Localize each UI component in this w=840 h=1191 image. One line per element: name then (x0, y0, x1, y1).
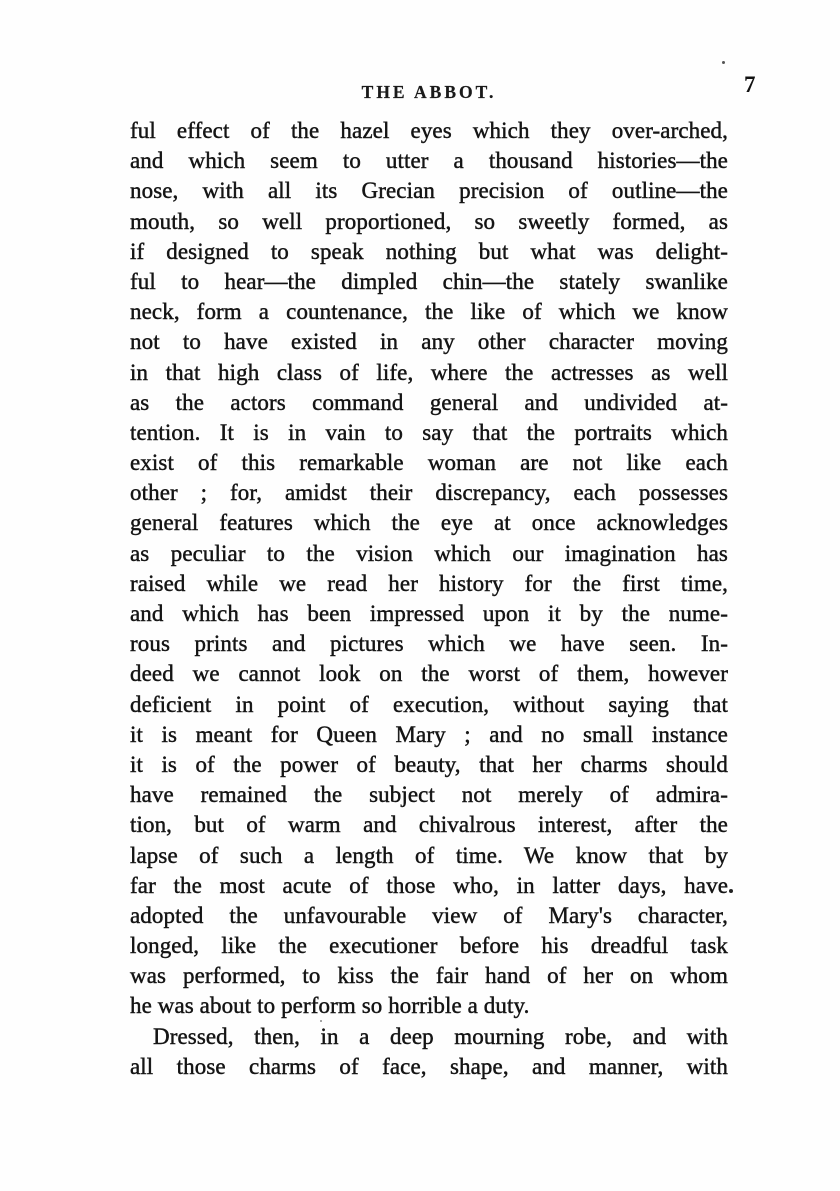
text-line: have remained the subject not merely of admira- (130, 782, 728, 808)
scan-speck (320, 1020, 322, 1022)
text-line: and which seem to utter a thousand histories—the (130, 148, 728, 174)
text-line: ful to hear—the dimpled chin—the stately swanlike (130, 268, 728, 294)
text-line: as the actors command general and undivided at- (130, 389, 728, 415)
text-line: it is meant for Queen Mary ; and no small instance (130, 721, 728, 747)
text-line: was performed, to kiss the fair hand of her on whom (130, 963, 728, 989)
text-line: longed, like the executioner before his dreadful task (130, 933, 728, 959)
text-line: all those charms of face, shape, and manner, with (130, 1053, 728, 1079)
text-line: tion, but of warm and chivalrous interest, after the (130, 812, 728, 838)
body-text (130, 116, 728, 1082)
text-line: adopted the unfavourable view of Mary's character, (130, 902, 728, 928)
running-head: THE ABBOT. (361, 82, 497, 102)
text-line: exist of this remarkable woman are not like each (130, 450, 728, 476)
text-line: lapse of such a length of time. We know that by (130, 842, 728, 868)
text-line: and which has been impressed upon it by the nume- (130, 601, 728, 626)
text-line: tention. It is in vain to say that the portraits which (130, 419, 728, 445)
text-line: raised while we read her history for the first time, (130, 570, 728, 596)
text-line: Dressed, then, in a deep mourning robe, and with (153, 1023, 728, 1049)
text-line: general features which the eye at once acknowledges (130, 510, 728, 536)
text-line: deed we cannot look on the worst of them, however (130, 661, 728, 687)
scan-speck (729, 889, 733, 893)
text-line: far the most acute of those who, in latter days, have (130, 872, 728, 898)
text-line: in that high class of life, where the actresses as well (130, 359, 728, 385)
text-line: deficient in point of execution, without saying that (130, 691, 728, 717)
text-line: ful effect of the hazel eyes which they over-arched, (130, 118, 728, 143)
text-line: mouth, so well proportioned, so sweetly formed, as (130, 208, 728, 234)
text-line: as peculiar to the vision which our imagination has (130, 540, 728, 566)
scan-speck (722, 61, 725, 64)
text-line: neck, form a countenance, the like of which we know (130, 299, 728, 325)
text-line: he was about to perform so horrible a duty. (130, 993, 530, 1019)
text-line: it is of the power of beauty, that her charms should (130, 751, 728, 777)
text-line: nose, with all its Grecian precision of outline—the (130, 178, 728, 204)
text-line: other ; for, amidst their discrepancy, each possesses (130, 480, 728, 506)
text-line: rous prints and pictures which we have seen. In- (130, 631, 728, 657)
text-line: not to have existed in any other character moving (130, 329, 728, 355)
page-number: 7 (744, 72, 756, 97)
text-line: if designed to speak nothing but what was delight- (130, 238, 728, 264)
